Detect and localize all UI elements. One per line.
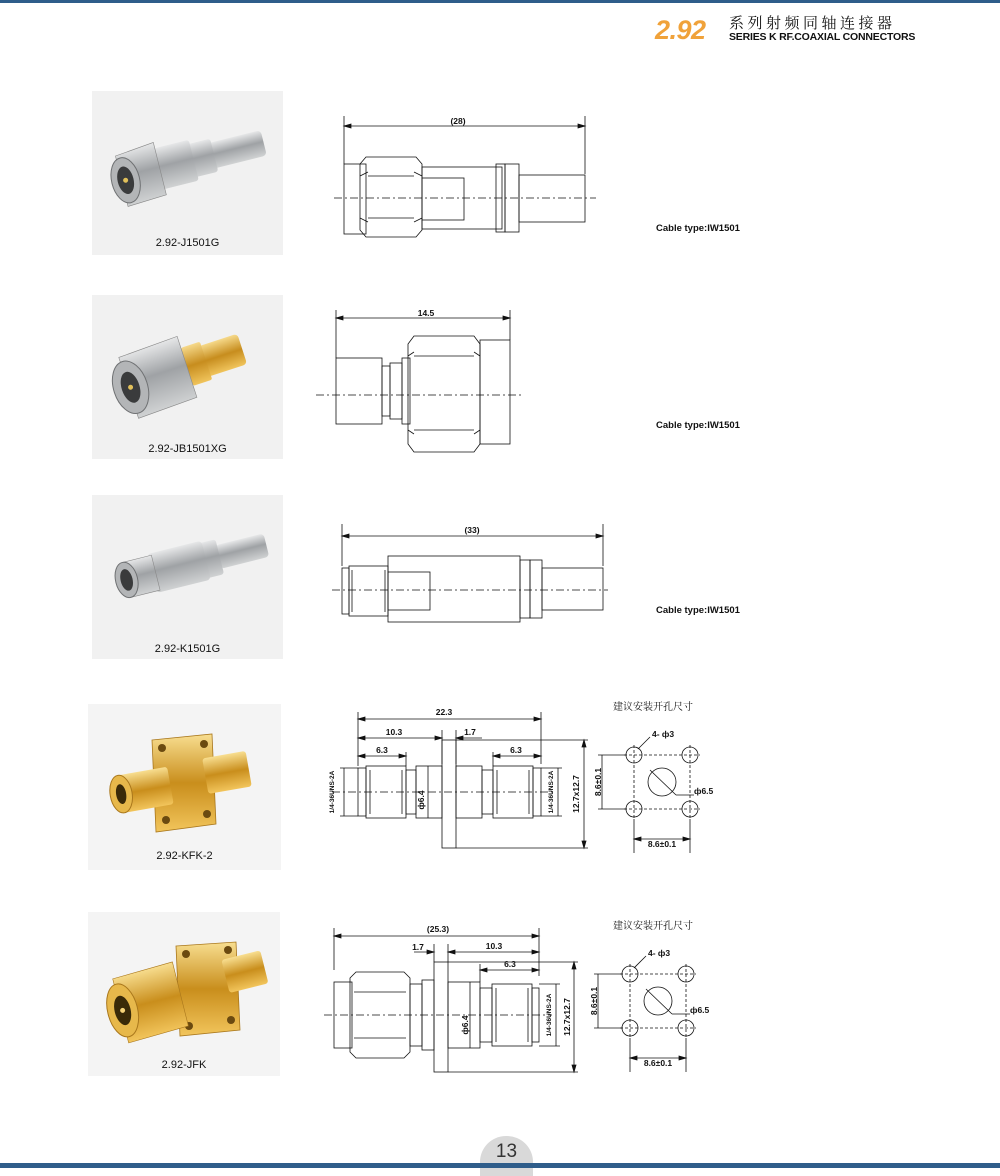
hole-pitch-horizontal: 8.6±0.1 [643, 1058, 673, 1068]
top-rule [0, 0, 1000, 3]
product-photo-j1501g [92, 91, 283, 255]
dim-left-part: 10.3 [385, 727, 403, 737]
cable-type: Cable type:IW1501 [656, 223, 740, 234]
mounting-holes-jfk [586, 934, 726, 1074]
hole-pitch-horizontal: 8.6±0.1 [647, 839, 677, 849]
dim-overall: 22.3 [435, 707, 453, 717]
dim-flange: 1.7 [412, 942, 424, 952]
hole-spec: 4- ф3 [652, 729, 675, 739]
series-number: 2.92 [655, 15, 706, 45]
connector-illustration [92, 495, 283, 659]
product-photo-k1501g [92, 495, 283, 659]
drawing-jb1501xg [314, 306, 524, 456]
product-photo-kfk2 [88, 704, 281, 870]
dim-body-diameter: ф6.4 [460, 1015, 470, 1035]
drawing-k1501g [330, 520, 610, 625]
mounting-title: 建议安装开孔尺寸 [613, 921, 693, 932]
dim-body-diameter: ф6.4 [416, 790, 426, 810]
drawing-jfk [320, 920, 590, 1080]
dim-right-part: 10.3 [485, 941, 503, 951]
page-header [655, 12, 955, 46]
hole-pitch-vertical: 8.6±0.1 [589, 986, 599, 1016]
product-photo-jb1501xg [92, 295, 283, 459]
product-model: 2.92-JB1501XG [148, 443, 227, 455]
dim-overall: 14.5 [417, 308, 435, 318]
page-number: 13 [495, 1141, 518, 1162]
mounting-holes-kfk2 [590, 715, 730, 855]
product-model: 2.92-K1501G [154, 643, 221, 655]
cable-type: Cable type:IW1501 [656, 605, 740, 616]
bottom-rule [0, 1163, 1000, 1168]
dim-overall: (33) [464, 525, 480, 535]
dim-flange: 1.7 [464, 727, 476, 737]
dim-flange-size: 12.7x12.7 [571, 775, 581, 813]
dim-overall: (28) [450, 116, 466, 126]
dim-right-thread: 6.3 [504, 959, 516, 969]
thread-spec-left: 1/4-36UNS-2A [329, 770, 336, 814]
product-model: 2.92-KFK-2 [156, 850, 213, 862]
thread-spec-right: 1/4-36UNS-2A [548, 770, 555, 814]
thread-spec-right: 1/4-36UNS-2A [546, 993, 553, 1037]
connector-illustration [92, 91, 283, 255]
drawing-j1501g [330, 112, 600, 242]
title-english: SERIES K RF.COAXIAL CONNECTORS [729, 31, 916, 43]
hole-pitch-vertical: 8.6±0.1 [593, 767, 603, 797]
drawing-kfk2 [322, 704, 597, 864]
dim-right-thread: 6.3 [510, 745, 522, 755]
dim-overall: (25.3) [426, 924, 450, 934]
title-chinese: 系列射频同轴连接器 [729, 14, 896, 32]
product-model: 2.92-JFK [161, 1059, 207, 1071]
cable-type: Cable type:IW1501 [656, 420, 740, 431]
connector-illustration [92, 295, 283, 459]
product-model: 2.92-J1501G [155, 237, 220, 249]
dim-left-thread: 6.3 [376, 745, 388, 755]
dim-flange-size: 12.7x12.7 [562, 998, 572, 1036]
connector-illustration [88, 912, 280, 1076]
connector-illustration [88, 704, 281, 870]
product-photo-jfk [88, 912, 280, 1076]
hole-spec: 4- ф3 [648, 948, 671, 958]
center-hole-spec: ф6.5 [690, 1005, 710, 1015]
center-hole-spec: ф6.5 [694, 786, 714, 796]
mounting-title: 建议安装开孔尺寸 [613, 702, 693, 713]
